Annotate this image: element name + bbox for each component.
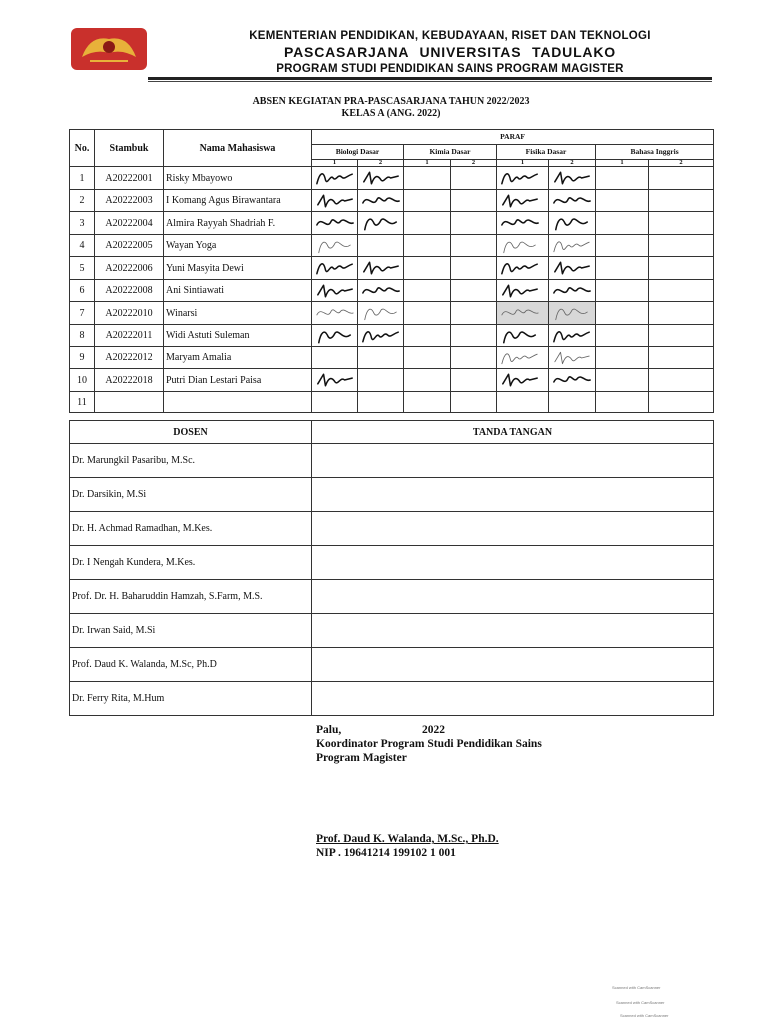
- cell-paraf: [358, 257, 404, 280]
- cell-paraf: [596, 212, 649, 235]
- cell-paraf: [549, 302, 596, 325]
- cell-paraf: [549, 280, 596, 302]
- cell-paraf: [451, 167, 497, 190]
- cell-paraf: [312, 347, 358, 369]
- signature-stroke: [555, 352, 589, 363]
- cell-paraf: [596, 235, 649, 257]
- cell-paraf: [312, 235, 358, 257]
- lecturer-name: Prof. Daud K. Walanda, M.Sc, Ph.D: [70, 648, 312, 682]
- cell-paraf: [358, 212, 404, 235]
- cell-paraf: [596, 347, 649, 369]
- table-row: [70, 478, 714, 512]
- table-row: [70, 167, 714, 190]
- footer-role-line1: Koordinator Program Studi Pendidikan Sains: [316, 738, 542, 750]
- table-row: [70, 212, 714, 235]
- lecturer-name: Dr. H. Achmad Ramadhan, M.Kes.: [70, 512, 312, 546]
- cell-paraf: [404, 212, 451, 235]
- cell-paraf: [312, 325, 358, 347]
- signature-mark: [499, 236, 541, 256]
- signature-mark: [360, 303, 402, 323]
- signature-stroke: [317, 220, 353, 225]
- signature-stroke: [554, 332, 589, 342]
- footer-role-line2: Program Magister: [316, 752, 407, 764]
- cell-stambuk: A20222012: [95, 347, 164, 369]
- signature-stroke: [555, 172, 589, 183]
- footer-place-date: [316, 724, 445, 736]
- lecturer-signature-cell: [312, 614, 714, 648]
- cell-paraf: [549, 257, 596, 280]
- cell-paraf: [596, 302, 649, 325]
- cell-paraf: [649, 235, 714, 257]
- session-number: 2: [358, 160, 404, 167]
- cell-paraf: [404, 167, 451, 190]
- signature-stroke: [554, 377, 590, 382]
- header-stambuk: Stambuk: [95, 130, 164, 167]
- header-no: No.: [70, 130, 95, 167]
- signature-mark: [360, 326, 402, 346]
- cell-stambuk: A20222006: [95, 257, 164, 280]
- cell-paraf: [312, 257, 358, 280]
- cell-stambuk: A20222018: [95, 369, 164, 392]
- signature-mark: [360, 168, 402, 188]
- scan-note: Scanned with CamScanner: [620, 1013, 669, 1018]
- signature-stroke: [503, 285, 537, 296]
- document-title: ABSEN KEGIATAN PRA-PASCASARJANA TAHUN 2022/2023: [252, 96, 530, 107]
- signature-stroke: [365, 309, 397, 320]
- cell-nama: Ani Sintiawati: [164, 280, 312, 302]
- cell-paraf: [451, 257, 497, 280]
- cell-paraf: [497, 280, 549, 302]
- cell-paraf: [549, 347, 596, 369]
- signature-stroke: [318, 195, 352, 206]
- signature-mark: [551, 191, 593, 211]
- cell-paraf: [451, 212, 497, 235]
- signature-stroke: [317, 310, 353, 315]
- footer-signer: Prof. Daud K. Walanda, M.Sc., Ph.D.: [316, 833, 499, 845]
- cell-nama: Putri Dian Lestari Paisa: [164, 369, 312, 392]
- signature-mark: [314, 326, 356, 346]
- table-row: [70, 325, 714, 347]
- signature-mark: [499, 348, 541, 368]
- signature-stroke: [317, 264, 352, 274]
- cell-paraf: [596, 257, 649, 280]
- cell-paraf: [596, 167, 649, 190]
- lecturer-name: Dr. Ferry Rita, M.Hum: [70, 682, 312, 716]
- lecturer-signature-cell: [312, 580, 714, 614]
- signature-mark: [551, 258, 593, 278]
- header-tanda-tangan: TANDA TANGAN: [312, 421, 714, 444]
- lecturer-name: Dr. I Nengah Kundera, M.Kes.: [70, 546, 312, 580]
- signature-mark: [551, 281, 593, 301]
- signature-stroke: [317, 174, 352, 184]
- signature-stroke: [502, 310, 538, 315]
- cell-paraf: [497, 392, 549, 413]
- table-row: [70, 546, 714, 580]
- cell-paraf: [549, 325, 596, 347]
- session-number: 2: [549, 160, 596, 167]
- signature-stroke: [556, 219, 588, 230]
- cell-no: 4: [70, 235, 95, 257]
- cell-no: 1: [70, 167, 95, 190]
- footer-year: 2022: [422, 724, 445, 736]
- cell-paraf: [404, 347, 451, 369]
- cell-paraf: [358, 347, 404, 369]
- university-logo-icon: [70, 27, 148, 71]
- cell-no: 7: [70, 302, 95, 325]
- cell-paraf: [358, 235, 404, 257]
- signature-mark: [360, 281, 402, 301]
- cell-paraf: [404, 302, 451, 325]
- signature-stroke: [555, 262, 589, 273]
- cell-paraf: [404, 190, 451, 212]
- table-row: [70, 444, 714, 478]
- signature-mark: [551, 348, 593, 368]
- table-row: [70, 347, 714, 369]
- signature-stroke: [502, 354, 537, 364]
- cell-paraf: [549, 369, 596, 392]
- cell-paraf: [404, 325, 451, 347]
- table-row: [70, 369, 714, 392]
- cell-paraf: [312, 302, 358, 325]
- table-row: [70, 512, 714, 546]
- cell-nama: Winarsi: [164, 302, 312, 325]
- cell-paraf: [358, 369, 404, 392]
- signature-mark: [314, 303, 356, 323]
- cell-paraf: [451, 325, 497, 347]
- signature-stroke: [503, 195, 537, 206]
- header-dosen: DOSEN: [70, 421, 312, 444]
- cell-nama: Wayan Yoga: [164, 235, 312, 257]
- signature-mark: [499, 191, 541, 211]
- cell-nama: Maryam Amalia: [164, 347, 312, 369]
- cell-paraf: [312, 190, 358, 212]
- signature-mark: [314, 191, 356, 211]
- cell-paraf: [358, 325, 404, 347]
- cell-paraf: [404, 392, 451, 413]
- signature-stroke: [556, 309, 588, 320]
- signature-stroke: [502, 264, 537, 274]
- cell-nama: Yuni Masyita Dewi: [164, 257, 312, 280]
- cell-paraf: [497, 167, 549, 190]
- attendance-table: [69, 129, 714, 413]
- cell-stambuk: A20222005: [95, 235, 164, 257]
- signature-stroke: [319, 242, 351, 253]
- cell-paraf: [404, 280, 451, 302]
- signature-stroke: [503, 374, 537, 385]
- signature-stroke: [502, 220, 538, 225]
- cell-paraf: [358, 302, 404, 325]
- cell-stambuk: A20222001: [95, 167, 164, 190]
- cell-no: 11: [70, 392, 95, 413]
- lecturer-name: Dr. Darsikin, M.Si: [70, 478, 312, 512]
- cell-paraf: [497, 325, 549, 347]
- letterhead-rule-thin: [148, 81, 712, 82]
- cell-paraf: [451, 347, 497, 369]
- table-row: [70, 257, 714, 280]
- cell-stambuk: [95, 392, 164, 413]
- cell-paraf: [497, 347, 549, 369]
- signature-mark: [499, 281, 541, 301]
- cell-paraf: [358, 167, 404, 190]
- cell-paraf: [451, 280, 497, 302]
- scan-note: Scanned with CamScanner: [612, 985, 661, 990]
- signature-stroke: [502, 174, 537, 184]
- signature-mark: [551, 236, 593, 256]
- cell-paraf: [312, 167, 358, 190]
- session-number: 2: [649, 160, 714, 167]
- cell-paraf: [312, 212, 358, 235]
- cell-paraf: [649, 347, 714, 369]
- cell-nama: Almira Rayyah Shadriah F.: [164, 212, 312, 235]
- signature-mark: [314, 258, 356, 278]
- cell-no: 2: [70, 190, 95, 212]
- signature-mark: [314, 236, 356, 256]
- table-row: [70, 392, 714, 413]
- signature-mark: [499, 258, 541, 278]
- signature-stroke: [363, 332, 398, 342]
- session-number: 1: [596, 160, 649, 167]
- lecturer-signature-cell: [312, 478, 714, 512]
- cell-paraf: [497, 235, 549, 257]
- cell-paraf: [312, 280, 358, 302]
- signature-stroke: [365, 219, 397, 230]
- cell-paraf: [404, 369, 451, 392]
- table-row: [70, 648, 714, 682]
- cell-stambuk: A20222011: [95, 325, 164, 347]
- cell-paraf: [451, 190, 497, 212]
- signature-mark: [499, 303, 541, 323]
- cell-paraf: [649, 280, 714, 302]
- cell-paraf: [649, 392, 714, 413]
- session-number: 1: [312, 160, 358, 167]
- cell-paraf: [497, 257, 549, 280]
- signature-mark: [314, 213, 356, 233]
- cell-no: 5: [70, 257, 95, 280]
- cell-stambuk: A20222010: [95, 302, 164, 325]
- cell-no: 9: [70, 347, 95, 369]
- table-row: [70, 580, 714, 614]
- signature-mark: [551, 370, 593, 390]
- signature-stroke: [554, 288, 590, 293]
- signature-stroke: [363, 198, 399, 203]
- signature-mark: [551, 213, 593, 233]
- cell-paraf: [358, 392, 404, 413]
- cell-paraf: [451, 392, 497, 413]
- signature-mark: [314, 281, 356, 301]
- cell-paraf: [596, 392, 649, 413]
- cell-paraf: [549, 190, 596, 212]
- cell-paraf: [358, 280, 404, 302]
- signature-mark: [499, 168, 541, 188]
- cell-paraf: [497, 369, 549, 392]
- header-nama: Nama Mahasiswa: [164, 130, 312, 167]
- lecturer-signature-cell: [312, 648, 714, 682]
- session-number: 1: [404, 160, 451, 167]
- subject-bahasa: Bahasa Inggris: [596, 145, 714, 160]
- letterhead-ministry: KEMENTERIAN PENDIDIKAN, KEBUDAYAAN, RISET DAN TEKNOLOGI: [249, 30, 651, 42]
- cell-paraf: [358, 190, 404, 212]
- subject-kimia: Kimia Dasar: [404, 145, 497, 160]
- session-number: 1: [497, 160, 549, 167]
- table-row: [70, 235, 714, 257]
- cell-paraf: [649, 190, 714, 212]
- signature-mark: [499, 213, 541, 233]
- session-number: 2: [451, 160, 497, 167]
- signature-mark: [314, 168, 356, 188]
- signature-stroke: [363, 288, 399, 293]
- letterhead-university: PASCASARJANA UNIVERSITAS TADULAKO: [284, 44, 616, 60]
- cell-stambuk: A20222004: [95, 212, 164, 235]
- signature-mark: [499, 370, 541, 390]
- cell-paraf: [596, 325, 649, 347]
- cell-paraf: [312, 392, 358, 413]
- cell-paraf: [497, 190, 549, 212]
- subject-biologi: Biologi Dasar: [312, 145, 404, 160]
- cell-paraf: [497, 212, 549, 235]
- signature-mark: [551, 168, 593, 188]
- table-row: [70, 614, 714, 648]
- cell-stambuk: A20222008: [95, 280, 164, 302]
- signature-stroke: [504, 242, 535, 253]
- cell-nama: I Komang Agus Birawantara: [164, 190, 312, 212]
- footer-place: Palu,: [316, 724, 342, 736]
- signature-stroke: [318, 374, 352, 385]
- lecturer-name: Dr. Irwan Said, M.Si: [70, 614, 312, 648]
- signature-mark: [499, 326, 541, 346]
- table-row: [70, 302, 714, 325]
- cell-stambuk: A20222003: [95, 190, 164, 212]
- signature-stroke: [318, 285, 352, 296]
- cell-paraf: [451, 302, 497, 325]
- cell-paraf: [549, 235, 596, 257]
- table-row: [70, 280, 714, 302]
- cell-nama: Risky Mbayowo: [164, 167, 312, 190]
- lecturer-signature-cell: [312, 444, 714, 478]
- cell-paraf: [596, 190, 649, 212]
- cell-no: 10: [70, 369, 95, 392]
- cell-paraf: [549, 167, 596, 190]
- cell-paraf: [549, 392, 596, 413]
- cell-paraf: [451, 235, 497, 257]
- lecturer-signature-cell: [312, 682, 714, 716]
- cell-paraf: [649, 302, 714, 325]
- table-row: [70, 190, 714, 212]
- lecturer-table: [69, 420, 714, 716]
- cell-paraf: [649, 167, 714, 190]
- signature-mark: [360, 191, 402, 211]
- letterhead-program: PROGRAM STUDI PENDIDIKAN SAINS PROGRAM MAGISTER: [276, 63, 624, 75]
- cell-nama: Widi Astuti Suleman: [164, 325, 312, 347]
- cell-paraf: [649, 325, 714, 347]
- attendance-rows: [70, 167, 714, 413]
- signature-mark: [551, 303, 593, 323]
- cell-paraf: [549, 212, 596, 235]
- signature-stroke: [364, 262, 398, 273]
- signature-mark: [314, 370, 356, 390]
- lecturer-signature-cell: [312, 512, 714, 546]
- cell-paraf: [497, 302, 549, 325]
- cell-paraf: [312, 369, 358, 392]
- cell-paraf: [451, 369, 497, 392]
- header-paraf: PARAF: [312, 130, 714, 145]
- cell-paraf: [649, 369, 714, 392]
- lecturer-name: Prof. Dr. H. Baharuddin Hamzah, S.Farm, M.S.: [70, 580, 312, 614]
- signature-mark: [360, 258, 402, 278]
- cell-paraf: [649, 212, 714, 235]
- cell-nama: [164, 392, 312, 413]
- cell-paraf: [596, 280, 649, 302]
- cell-paraf: [404, 257, 451, 280]
- signature-stroke: [554, 198, 590, 203]
- cell-no: 8: [70, 325, 95, 347]
- cell-paraf: [596, 369, 649, 392]
- cell-paraf: [649, 257, 714, 280]
- cell-no: 3: [70, 212, 95, 235]
- signature-stroke: [554, 242, 589, 252]
- document-subtitle: KELAS A (ANG. 2022): [341, 108, 441, 119]
- signature-mark: [551, 326, 593, 346]
- lecturer-rows: [70, 444, 714, 716]
- subject-fisika: Fisika Dasar: [497, 145, 596, 160]
- cell-paraf: [404, 235, 451, 257]
- signature-stroke: [504, 332, 535, 343]
- letterhead-rule: [148, 77, 712, 80]
- signature-mark: [360, 213, 402, 233]
- lecturer-signature-cell: [312, 546, 714, 580]
- footer-nip: NIP . 19641214 199102 1 001: [316, 847, 456, 859]
- lecturer-name: Dr. Marungkil Pasaribu, M.Sc.: [70, 444, 312, 478]
- signature-stroke: [364, 172, 398, 183]
- table-row: [70, 682, 714, 716]
- cell-no: 6: [70, 280, 95, 302]
- signature-stroke: [319, 332, 351, 343]
- scan-note: Scanned with CamScanner: [616, 1000, 665, 1005]
